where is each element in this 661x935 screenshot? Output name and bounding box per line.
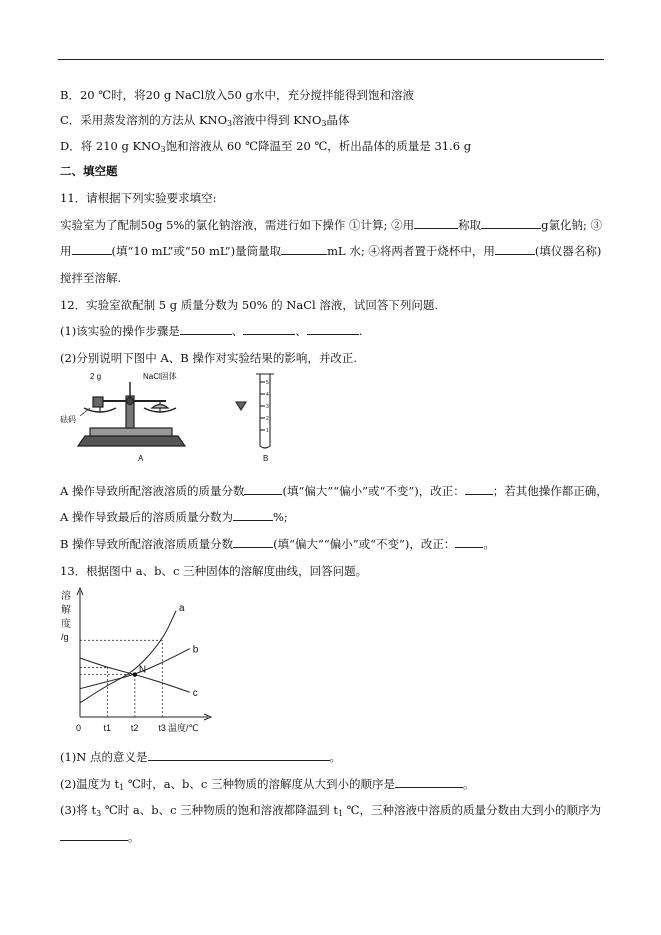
answer-blank[interactable] (495, 243, 535, 255)
q12-part2: (2)分别说明下图中 A、B 操作对实验结果的影响，并改正. (60, 351, 358, 365)
series-label-b: b (192, 644, 199, 656)
q13-part3-end: 。 (60, 829, 140, 845)
q13-part1: (1)N 点的意义是 。 (60, 750, 342, 764)
tick-label: 2 (266, 416, 269, 422)
x-tick-label: t2 (130, 723, 139, 733)
q12-a-line2: A 操作导致最后的溶质质量分数为 %; (60, 510, 288, 524)
q13-stem: 13．根据图中 a、b、c 三种固体的溶解度曲线，回答问题。 (60, 564, 368, 578)
x-tick-label: t1 (103, 723, 111, 733)
header-rule (58, 59, 604, 60)
y-label-4: /g (61, 632, 69, 642)
option-b: B．20 ℃时，将20 g NaCl放入50 g水中，充分搅拌能得到饱和溶液 (60, 88, 414, 102)
tick-label: 4 (266, 392, 269, 398)
section-title: 二、填空题 (60, 164, 118, 178)
answer-blank[interactable] (465, 483, 493, 495)
answer-blank[interactable] (72, 243, 112, 255)
label-2g: 2 g (90, 372, 102, 381)
answer-blank[interactable] (233, 509, 273, 521)
label-b: B (263, 454, 269, 463)
y-label-1: 溶 (61, 591, 71, 602)
answer-blank[interactable] (243, 323, 295, 335)
point-n (133, 672, 137, 676)
answer-blank[interactable] (307, 323, 359, 335)
balance-figure (78, 382, 185, 446)
q12-a-line1: A 操作导致所配溶液溶质的质量分数 (填“偏大”“偏小”或“不变”)，改正： ；若其他操作都正确， (60, 484, 608, 498)
answer-blank[interactable] (244, 483, 282, 495)
q11-line2: 用 (填“10 mL”或“50 mL”)量筒量取 mL 水; ④将两者置于烧杯中，用 (填仪器名称) (60, 244, 602, 258)
answer-blank[interactable] (148, 749, 330, 761)
answer-blank[interactable] (414, 217, 458, 229)
q12-part1: (1)该实验的操作步骤是 、 、 . (60, 324, 363, 338)
answer-blank[interactable] (395, 776, 463, 788)
y-label-3: 度 (61, 619, 71, 630)
label-nacl: NaCl固体 (143, 372, 177, 381)
balance-cylinder-figure (60, 368, 290, 468)
tick-label: 5 (266, 380, 269, 386)
q11-stem: 11．请根据下列实验要求填空: (60, 191, 217, 205)
q11-line3: 搅拌至溶解. (60, 271, 122, 285)
answer-blank[interactable] (281, 243, 327, 255)
option-d: D．将 210 g $KNO_3$饱和溶液从 60 ℃降温至 20 ℃，析出晶体的质量是 31.6 g (60, 139, 472, 154)
curve-a (80, 611, 176, 703)
answer-blank[interactable] (481, 217, 541, 229)
label-a: A (138, 454, 144, 463)
tick-label: 3 (266, 404, 269, 410)
y-label-2: 解 (61, 605, 71, 616)
answer-blank[interactable] (180, 323, 232, 335)
q12-b-line: B 操作导致所配溶液溶质质量分数 (填“偏大”“偏小”或“不变”)，改正： 。 (60, 537, 495, 551)
answer-blank[interactable] (60, 829, 128, 841)
q13-part3: (3)将 $t_3$ ℃时 a、b、c 三种物质的饱和溶液都降温到 $t_1$ ℃，三种溶液中溶质的质量分数由大到小的顺序为 (60, 803, 602, 818)
answer-blank[interactable] (455, 536, 483, 548)
x-axis-label: 温度/℃ (168, 723, 199, 733)
label-weight: 砝码 (60, 415, 76, 424)
q11-line1: 实验室为了配制50g 5%的氯化钠溶液，需进行如下操作 ①计算; ②用 称取 g氯化钠; ③ (60, 218, 602, 232)
solubility-chart (58, 585, 218, 737)
point-n-label: N (138, 664, 147, 676)
answer-blank[interactable] (233, 536, 273, 548)
series-label-c: c (192, 688, 198, 700)
tick-label: 1 (266, 428, 269, 434)
x-tick-label: t3 (158, 723, 166, 733)
option-c: C．采用蒸发溶剂的方法从 $KNO_3$溶液中得到 $KNO_3$晶体 (60, 113, 350, 128)
x-tick-label: 0 (76, 723, 82, 733)
q12-stem: 12．实验室欲配制 5 g 质量分数为 50% 的 NaCl 溶液，试回答下列问题. (60, 298, 439, 312)
q13-part2: (2)温度为 $t_1$ ℃时，a、b、c 三种物质的溶解度从大到小的顺序是 。 (60, 777, 475, 792)
series-label-a: a (179, 602, 185, 614)
